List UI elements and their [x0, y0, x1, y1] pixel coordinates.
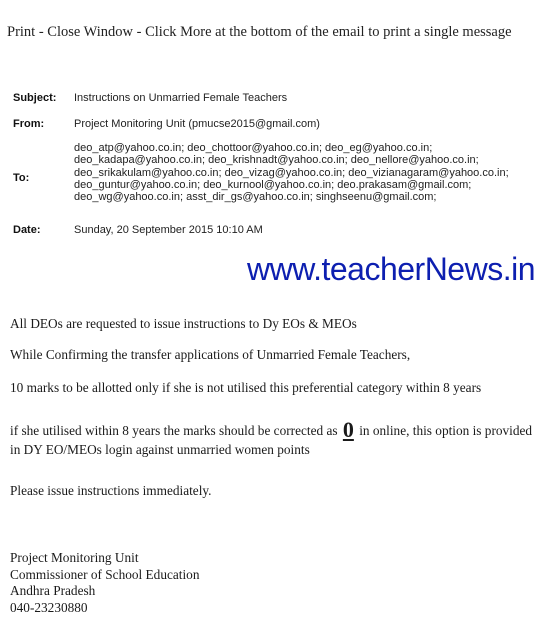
recipient-line: deo_wg@yahoo.co.in; asst_dir_gs@yahoo.co.in; singhseenu@gmail.com; — [74, 191, 437, 204]
signature-block — [10, 550, 199, 616]
to-label: To: — [13, 172, 30, 184]
from-label: From: — [13, 118, 45, 130]
watermark-text: www.teacherNews.in — [247, 251, 535, 287]
body-paragraph-4-start: if she utilised within 8 years the marks should be corrected as — [10, 423, 338, 438]
body-paragraph-4-end: in online, this option is provided in DY EO/MEOs login against unmarried women points — [10, 423, 533, 457]
signature-line: Commissioner of School Education — [10, 566, 200, 582]
date-label: Date: — [13, 224, 41, 236]
signature-line: Andhra Pradesh — [10, 583, 96, 598]
zero-marks-value: 0 — [342, 417, 354, 442]
date-value: Sunday, 20 September 2015 10:10 AM — [74, 224, 263, 236]
subject-value: Instructions on Unmarried Female Teachers — [74, 92, 288, 104]
body-paragraph-5: Please issue instructions immediately. — [10, 483, 212, 498]
signature-line: 040-23230880 — [10, 599, 88, 615]
body-paragraph-3: 10 marks to be allotted only if she is not utilised this preferential category within 8 years — [10, 380, 482, 395]
subject-label: Subject: — [13, 92, 57, 104]
recipient-line: deo_guntur@yahoo.co.in; deo_kurnool@yahoo.co.in; deo.prakasam@gmail.com; — [74, 178, 472, 191]
from-value: Project Monitoring Unit (pmucse2015@gmail.com) — [74, 118, 320, 130]
to-recipients — [74, 142, 519, 203]
body-paragraph-4 — [10, 417, 535, 459]
recipient-line: deo_srikakulam@yahoo.co.in; deo_vizag@yahoo.co.in; deo_vizianagaram@yahoo.co.in; — [74, 166, 509, 179]
recipient-line: deo_kadapa@yahoo.co.in; deo_krishnadt@yahoo.co.in; deo_nellore@yahoo.co.in; — [74, 154, 479, 167]
body-paragraph-1: All DEOs are requested to issue instructions to Dy EOs & MEOs — [10, 316, 357, 331]
print-close-window-links[interactable]: Print - Close Window - Click More at the bottom of the email to print a single message — [7, 24, 512, 40]
recipient-line: deo_atp@yahoo.co.in; deo_chottoor@yahoo.co.in; deo_eg@yahoo.co.in; — [74, 142, 433, 154]
signature-line: Project Monitoring Unit — [10, 550, 139, 565]
body-paragraph-2: While Confirming the transfer applications of Unmarried Female Teachers, — [10, 347, 411, 362]
